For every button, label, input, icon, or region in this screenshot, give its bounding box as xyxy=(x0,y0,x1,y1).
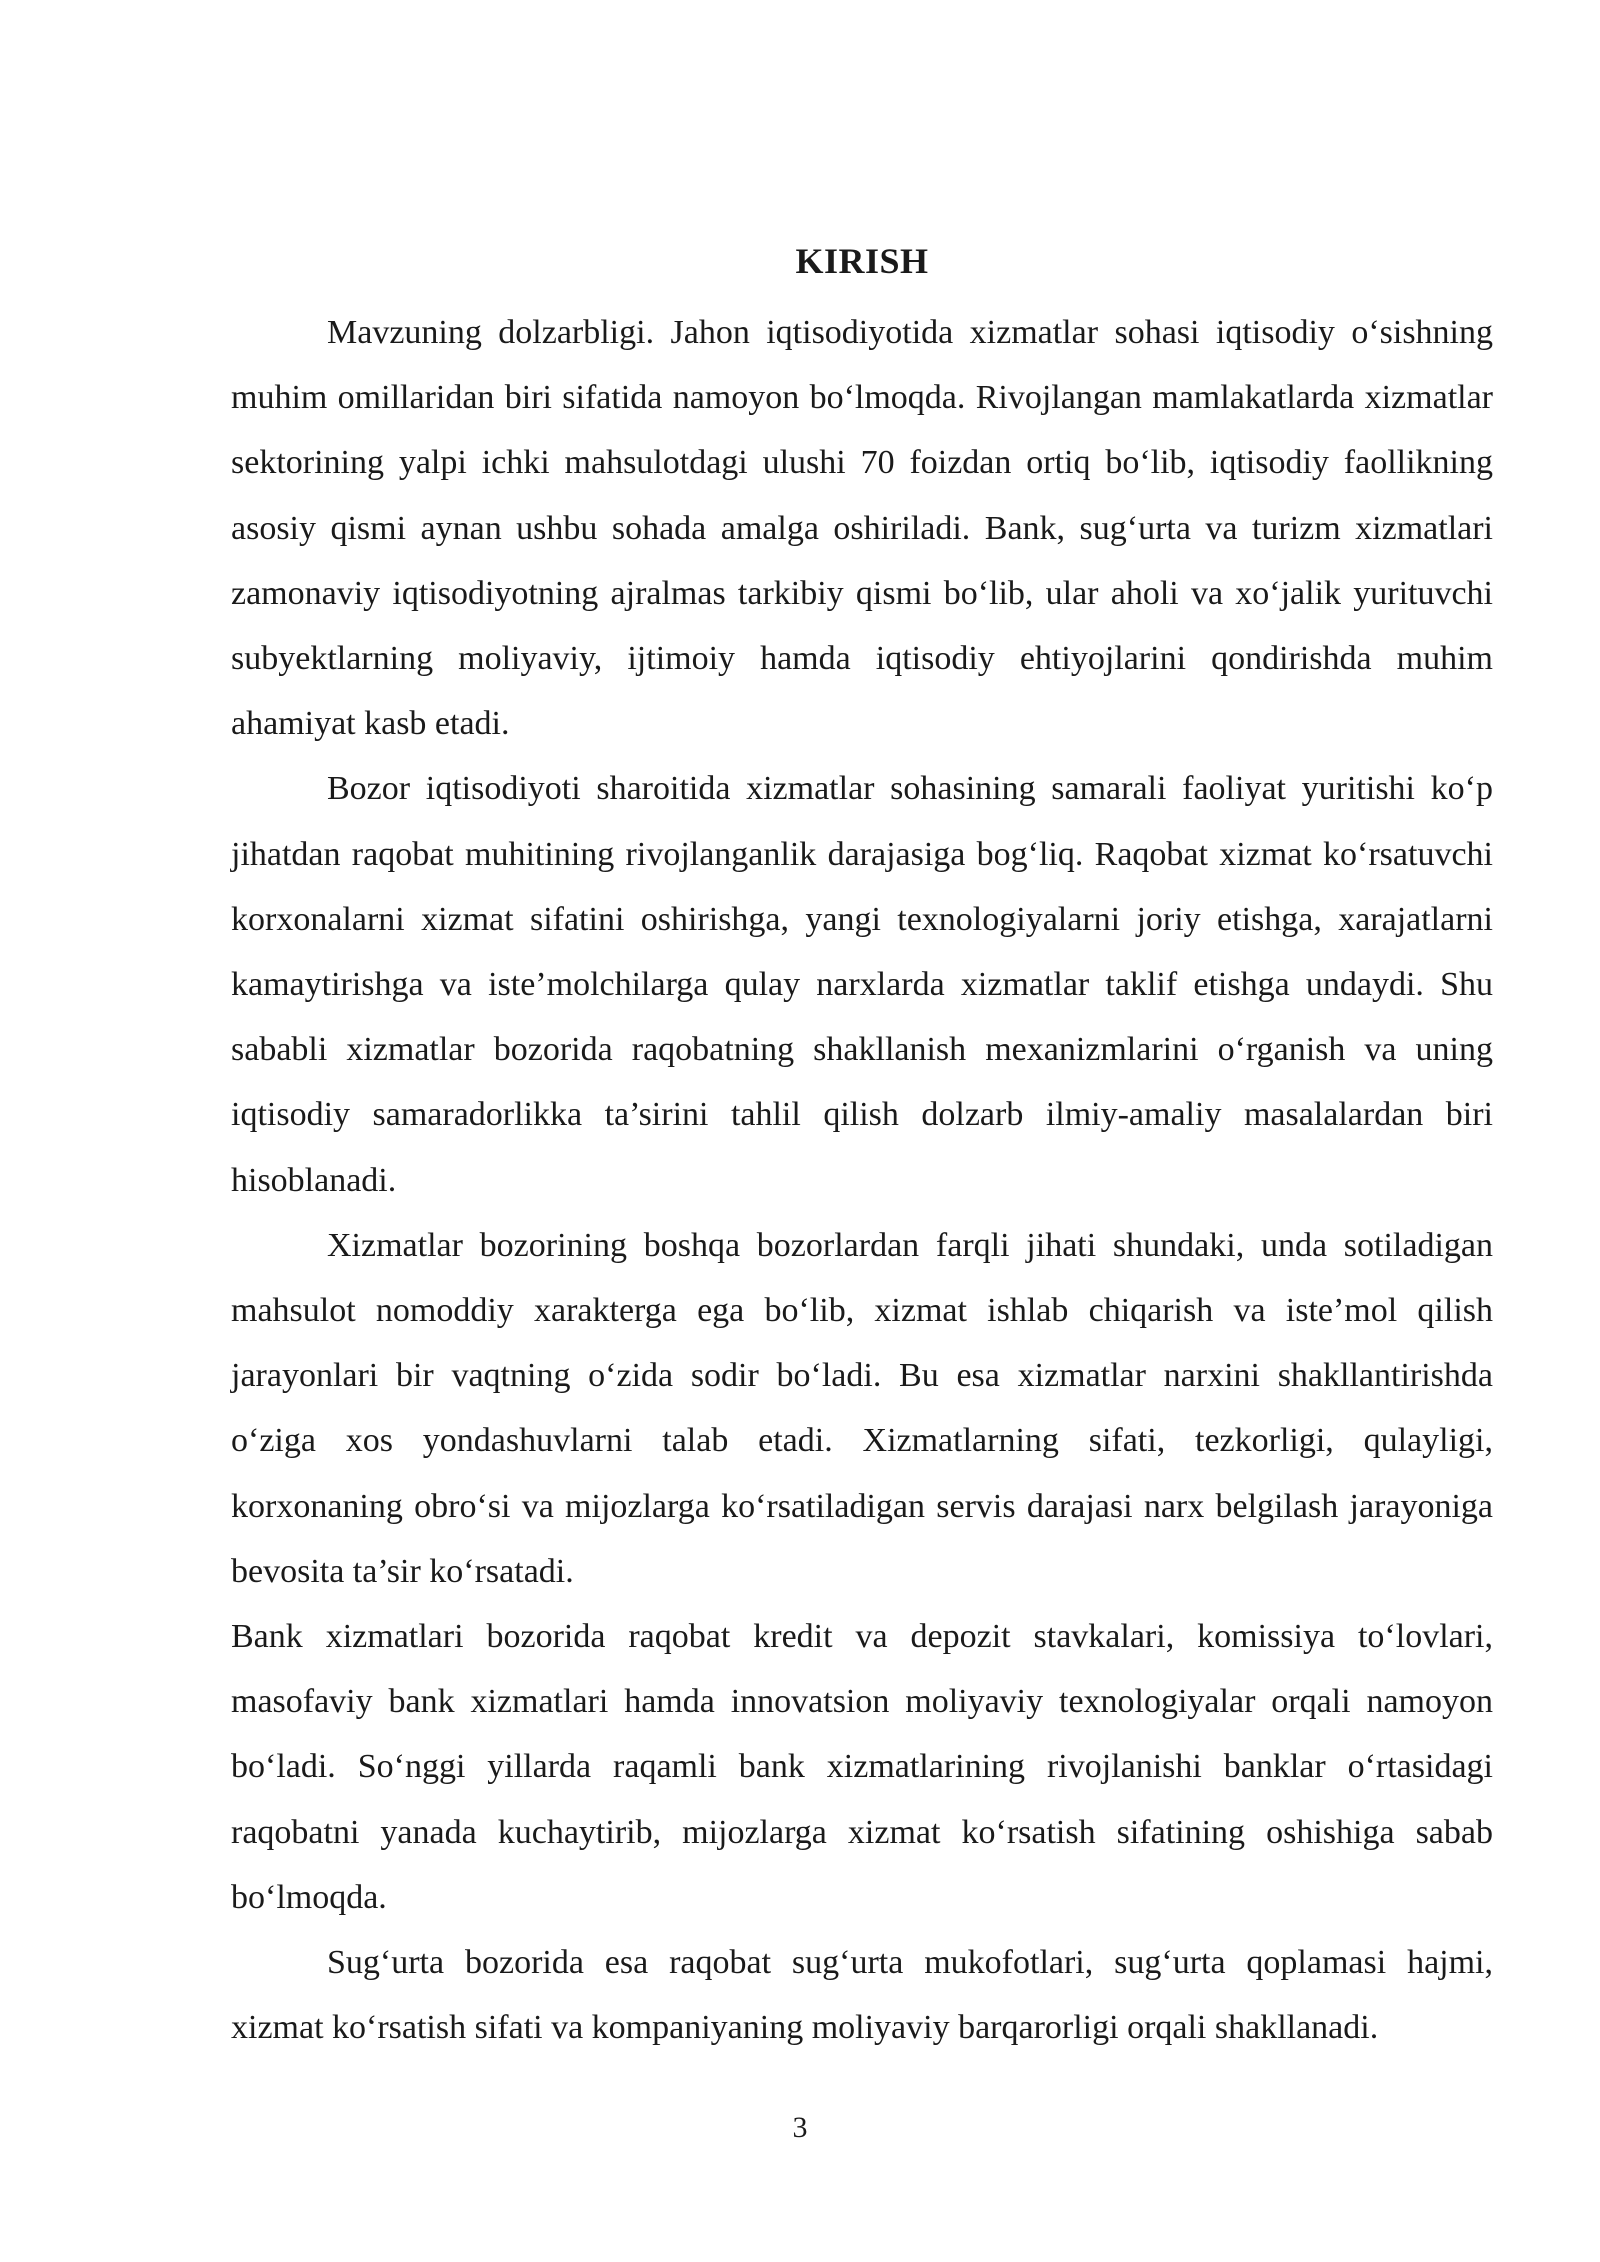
section-title: KIRISH xyxy=(795,241,929,281)
paragraph-services-market: Xizmatlar bozorining boshqa bozorlardan farqli jihati shundaki, unda sotiladigan mahsulot nomoddiy xarakterga ega bo‘lib, xizmat ishlab chiqarish va iste’mol qilish jarayonlari bir vaqtning o‘zida sodir bo‘ladi. Bu esa xizmatlar narxini shakllantirishda o‘ziga xos yondashuvlarni talab etadi. Xizmatlarning sifati, tezkorligi, qulayligi, korxonaning obro‘si va mijozlarga ko‘rsatiladigan servis darajasi narx belgilash jarayoniga bevosita ta’sir ko‘rsatadi. xyxy=(231,1226,1493,1590)
paragraph-insurance-market: Sug‘urta bozorida esa raqobat sug‘urta mukofotlari, sug‘urta qoplamasi hajmi, xizmat ko‘rsatish sifati va kompaniyaning moliyaviy barqarorligi orqali shakllanadi. xyxy=(231,1944,1493,2047)
paragraph-bank-services: Bank xizmatlari bozorida raqobat kredit va depozit stavkalari, komissiya to‘lovlari, masofaviy bank xizmatlari hamda innovatsion moliyaviy texnologiyalar orqali namoyon bo‘ladi. So‘nggi yillarda raqamli bank xizmatlarining rivojlanishi banklar o‘rtasidagi raqobatni yanada kuchaytirib, mijozlarga xizmat ko‘rsatish sifatining oshishiga sabab bo‘lmoqda. xyxy=(231,1618,1493,1916)
document-page xyxy=(231,228,1493,2060)
paragraph-market-economy: Bozor iqtisodiyoti sharoitida xizmatlar sohasining samarali faoliyat yuritishi ko‘p jihatdan raqobat muhitining rivojlanganlik darajasiga bog‘liq. Raqobat xizmat ko‘rsatuvchi korxonalarni xizmat sifatini oshirishga, yangi texnologiyalarni joriy etishga, xarajatlarni kamaytirishga va iste’molchilarga qulay narxlarda xizmatlar taklif etishga undaydi. Shu sababli xizmatlar bozorida raqobatning shakllanish mexanizmlarini o‘rganish va uning iqtisodiy samaradorlikka ta’sirini tahlil qilish dolzarb ilmiy-amaliy masalalardan biri hisoblanadi. xyxy=(231,770,1493,1199)
paragraph-relevance: Mavzuning dolzarbligi. Jahon iqtisodiyotida xizmatlar sohasi iqtisodiy o‘sishning muhim omillaridan biri sifatida namoyon bo‘lmoqda. Rivojlangan mamlakatlarda xizmatlar sektorining yalpi ichki mahsulotdagi ulushi 70 foizdan ortiq bo‘lib, iqtisodiy faollikning asosiy qismi aynan ushbu sohada amalga oshiriladi. Bank, sug‘urta va turizm xizmatlari zamonaviy iqtisodiyotning ajralmas tarkibiy qismi bo‘lib, ular aholi va xo‘jalik yurituvchi subyektlarning moliyaviy, ijtimoiy hamda iqtisodiy ehtiyojlarini qondirishda muhim ahamiyat kasb etadi. xyxy=(231,314,1493,743)
page-number: 3 xyxy=(792,2111,808,2144)
